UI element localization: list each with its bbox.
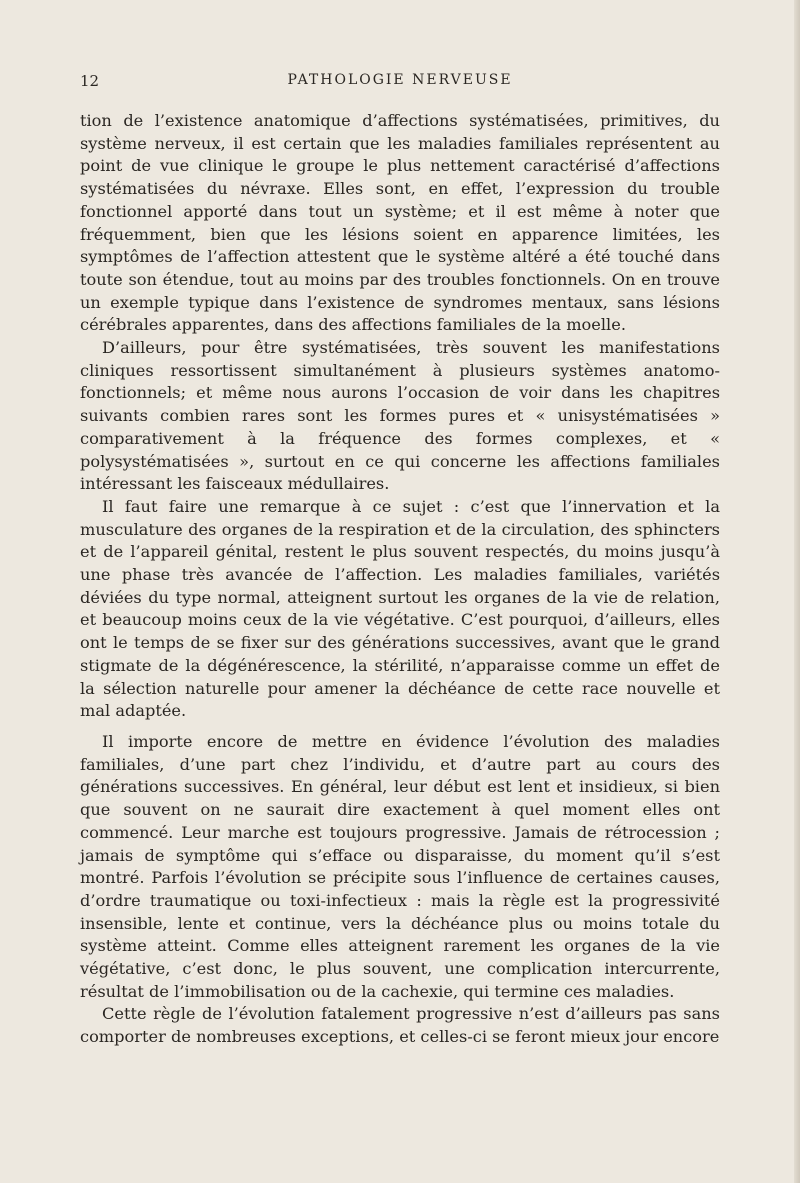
page-number: 12 (80, 72, 100, 90)
paragraph-4: Il importe encore de mettre en évidence l’évolution des maladies familiales, d’une part chez l’individu, et d’autre part au cours des générations successives. En général, leur début est lent et insidieux, si bien que souvent on ne saurait dire exactement à quel moment elles ont commencé. Leur marche est toujours progressive. Jamais de rétrocession ; jamais de symptôme qui s’efface ou disparaisse, du moment qu’il s’est montré. Parfois l’évolution se précipite sous l’influence de certaines causes, d’ordre traumatique ou toxi-infectieux : mais la règle est la progressivité insensible, lente et continue, vers la déchéance plus ou moins totale du système atteint. Comme elles atteignent rarement les organes de la vie végétative, c’est donc, le plus souvent, une complication intercurrente, résultat de l’immobilisation ou de la cachexie, qui termine ces maladies. (80, 731, 720, 1001)
paragraph-5: Cette règle de l’évolution fatalement progressive n’est d’ailleurs pas sans comporter de nombreuses exceptions, et celles-ci se feront mieux jour encore (80, 1004, 720, 1047)
paragraph-3: Il faut faire une remarque à ce sujet : c’est que l’innervation et la musculature des organes de la respiration et de la circulation, des sphincters et de l’appareil génital, restent le plus souvent respectés, du moins jusqu’à une phase très avancée de l’affection. Les maladies familiales, variétés déviées du type normal, atteignent surtout les organes de la vie de relation, et beaucoup moins ceux de la vie végétative. C’est pourquoi, d’ailleurs, elles ont le temps de se fixer sur des générations successives, avant que le grand stigmate de la dégénérescence, la stérilité, n’apparaisse comme un effet de la sélection naturelle pour amener la déchéance de cette race nouvelle et mal adaptée. (80, 496, 720, 721)
paragraph-2: D’ailleurs, pour être systématisées, très souvent les manifestations cliniques ressortissent simultanément à plusieurs systèmes anatomo-fonctionnels; et même nous aurons l’occasion de voir dans les chapitres suivants combien rares sont les formes pures et « unisystématisées » comparativement à la fréquence des formes complexes, et « polysystématisées », surtout en ce qui concerne les affections familiales intéressant les faisceaux médullaires. (80, 338, 720, 494)
page-edge-shadow (794, 0, 800, 1183)
paragraph-1: tion de l’existence anatomique d’affections systématisées, primitives, du système nerveux, il est certain que les maladies familiales représentent au point de vue clinique le groupe le plus nettement caractérisé d’affections systématisées du névraxe. Elles sont, en effet, l’expression du trouble fonctionnel apporté dans tout un système; et il est même à noter que fréquemment, bien que les lésions soient en apparence limitées, les symptômes de l’affection attestent que le système altéré a été touché dans toute son étendue, tout au moins par des troubles fonctionnels. On en trouve un exemple typique dans l’existence de syndromes mentaux, sans lésions cérébrales apparentes, dans des affections familiales de la moelle. (80, 111, 720, 335)
running-head: PATHOLOGIE NERVEUSE (287, 72, 513, 88)
page-header (80, 72, 720, 94)
body-text (80, 110, 720, 1049)
